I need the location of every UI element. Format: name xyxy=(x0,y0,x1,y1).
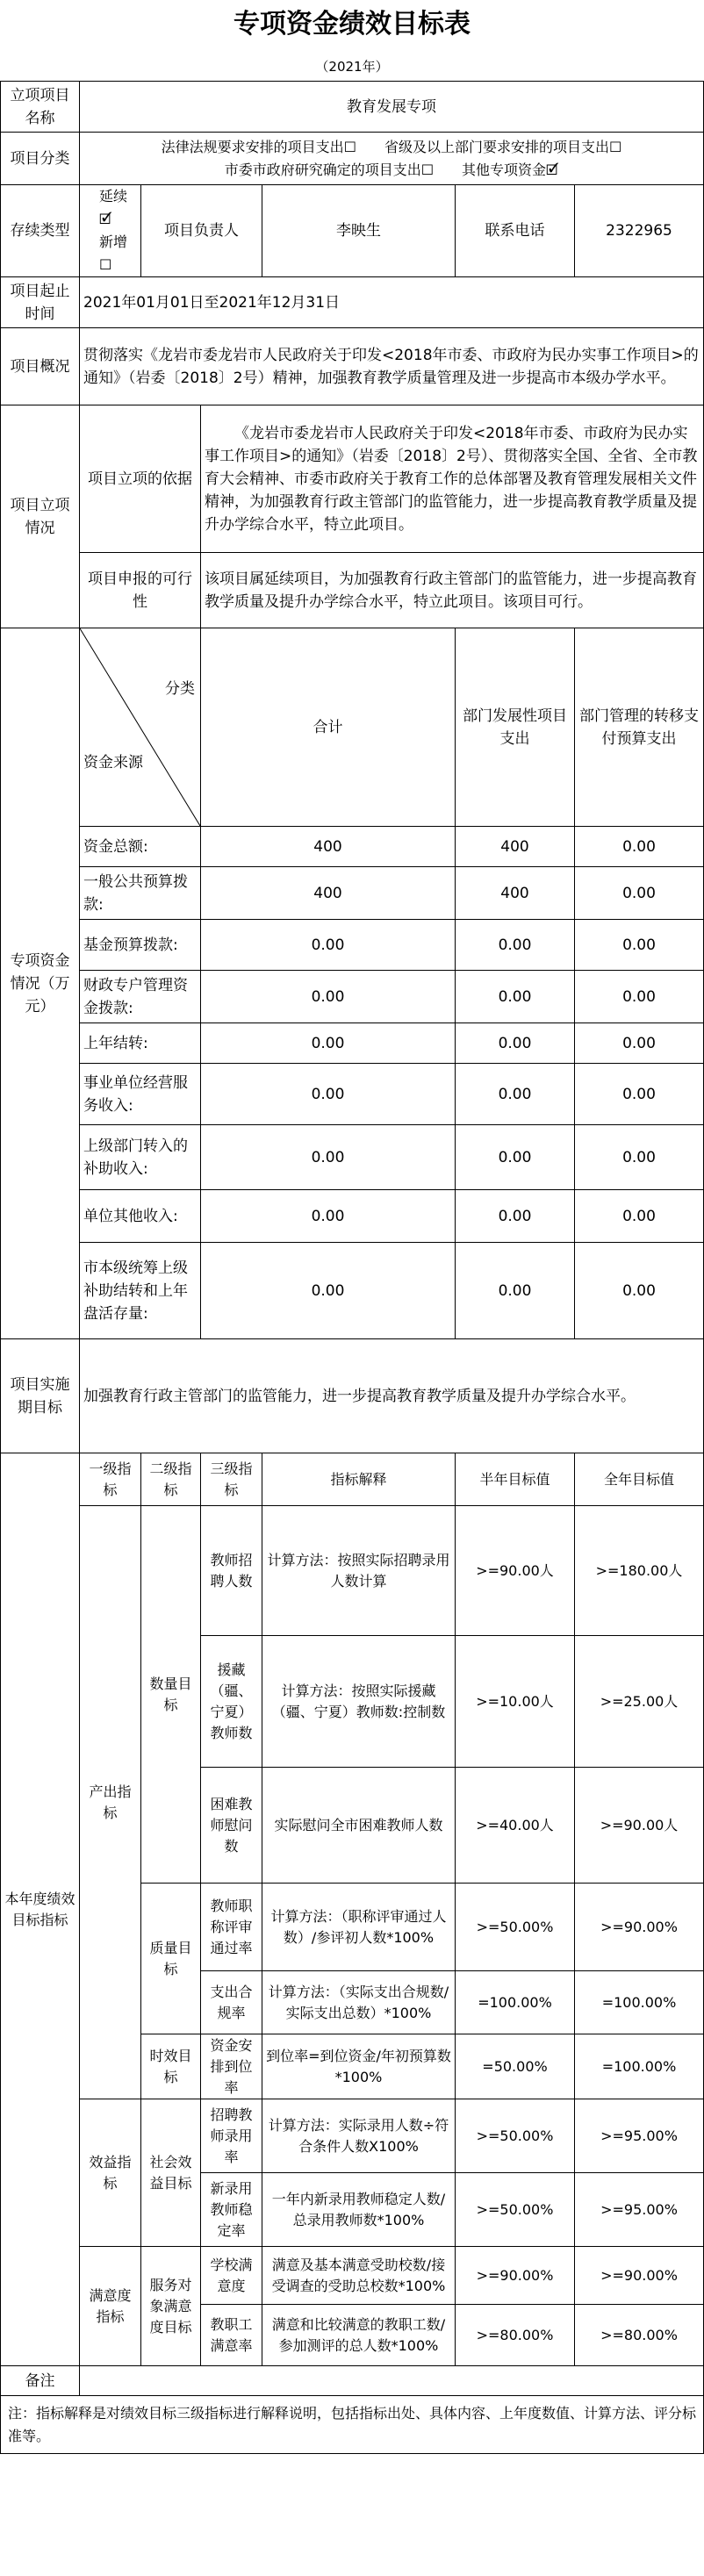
project-name-label: 立项项目名称 xyxy=(1,82,80,133)
indicator-name: 资金安排到位率 xyxy=(201,2034,262,2099)
indicator-desc: 实际慰问全市困难教师人数 xyxy=(262,1768,456,1884)
fund-row-transfer: 0.00 xyxy=(575,1125,704,1190)
overview-label: 项目概况 xyxy=(1,328,80,405)
basis-value: 《龙岩市委龙岩市人民政府关于印发<2018年市委、市政府为民办实事工作项目>的通知》（岩委〔2018〕2号）、贯彻落实全国、全省、全市教育大会精神、市委市政府关于教育工作的总体部署及教育管理发展相关文件精神，为加强教育行政主管部门的监管能力，进一步提高教育教学质量及提升办学综合水平，特立此项目。 xyxy=(201,405,704,553)
category-label: 项目分类 xyxy=(1,133,80,185)
indicator-name: 困难教师慰问数 xyxy=(201,1768,262,1884)
fund-row-dept: 0.00 xyxy=(456,1023,575,1064)
indicator-half: >=50.00% xyxy=(456,1884,575,1971)
fund-row-name: 财政专户管理资金拨款: xyxy=(80,971,201,1023)
indicator-desc: 计算方法：按照实际招聘录用人数计算 xyxy=(262,1506,456,1636)
indicator-half: >=50.00% xyxy=(456,2099,575,2173)
type-options xyxy=(80,185,141,277)
indicator-half: >=40.00人 xyxy=(456,1768,575,1884)
fund-row-transfer: 0.00 xyxy=(575,920,704,971)
period-label: 项目起止时间 xyxy=(1,277,80,328)
fund-row-dept: 0.00 xyxy=(456,1190,575,1243)
level1-benefit: 效益指标 xyxy=(80,2099,141,2247)
fund-row-name: 市本级统筹上级补助结转和上年盘活存量: xyxy=(80,1243,201,1339)
fund-row-transfer: 0.00 xyxy=(575,867,704,920)
project-name-value: 教育发展专项 xyxy=(80,82,704,133)
fund-row-dept: 0.00 xyxy=(456,1125,575,1190)
goal-value: 加强教育行政主管部门的监管能力，进一步提高教育教学质量及提升办学综合水平。 xyxy=(80,1339,704,1453)
feasibility-label: 项目申报的可行性 xyxy=(80,553,201,628)
indicator-full: >=95.00% xyxy=(575,2173,704,2247)
level2-social: 社会效益目标 xyxy=(141,2099,201,2247)
indicator-full: >=25.00人 xyxy=(575,1636,704,1768)
funds-label: 专项资金情况（万元） xyxy=(1,628,80,1339)
indicator-half: =100.00% xyxy=(456,1971,575,2034)
indicator-desc: 到位率=到位资金/年初预算数*100% xyxy=(262,2034,456,2099)
indicator-full: >=90.00% xyxy=(575,1884,704,1971)
indicator-full: =100.00% xyxy=(575,2034,704,2099)
fund-row-name: 单位其他收入: xyxy=(80,1190,201,1243)
overview-value: 贯彻落实《龙岩市委龙岩市人民政府关于印发<2018年市委、市政府为民办实事工作项目>的通知》（岩委〔2018〕2号）精神，加强教育教学质量管理及进一步提高市本级办学水平。 xyxy=(80,328,704,405)
indicator-name: 招聘教师录用率 xyxy=(201,2099,262,2173)
fund-row-transfer: 0.00 xyxy=(575,827,704,867)
indicator-name: 援藏（疆、宁夏）教师数 xyxy=(201,1636,262,1768)
fund-row-total: 0.00 xyxy=(201,1243,456,1339)
fund-row-name: 资金总额: xyxy=(80,827,201,867)
funds-diagonal-cell xyxy=(80,628,201,827)
indicator-name: 支出合规率 xyxy=(201,1971,262,2034)
footnote: 注：指标解释是对绩效目标三级指标进行解释说明，包括指标出处、具体内容、上年度数值、计算方法、评分标准等。 xyxy=(1,2396,704,2454)
indicator-name: 教师招聘人数 xyxy=(201,1506,262,1636)
indicator-desc: 一年内新录用教师稳定人数/总录用教师数*100% xyxy=(262,2173,456,2247)
fund-row-transfer: 0.00 xyxy=(575,1243,704,1339)
indicator-name: 学校满意度 xyxy=(201,2247,262,2305)
indicator-full: >=90.00% xyxy=(575,2247,704,2305)
col-dept: 部门发展性项目支出 xyxy=(456,628,575,827)
indicator-half: =50.00% xyxy=(456,2034,575,2099)
remark-value xyxy=(80,2366,704,2396)
indicator-full: >=180.00人 xyxy=(575,1506,704,1636)
fund-row-name: 事业单位经营服务收入: xyxy=(80,1064,201,1125)
indicator-full: =100.00% xyxy=(575,1971,704,2034)
fund-row-dept: 0.00 xyxy=(456,1243,575,1339)
indicator-half: >=10.00人 xyxy=(456,1636,575,1768)
indicator-full: >=95.00% xyxy=(575,2099,704,2173)
fund-row-total: 400 xyxy=(201,827,456,867)
performance-table xyxy=(0,81,704,2454)
level2-quantity: 数量目标 xyxy=(141,1506,201,1884)
fund-row-total: 0.00 xyxy=(201,971,456,1023)
indicator-half: >=90.00% xyxy=(456,2247,575,2305)
fund-row-total: 0.00 xyxy=(201,1190,456,1243)
indicator-desc: 满意和比较满意的教职工数/参加测评的总人数*100% xyxy=(262,2305,456,2366)
indicator-desc: 计算方法：按照实际援藏（疆、宁夏）教师数:控制数 xyxy=(262,1636,456,1768)
diagonal-line xyxy=(80,628,200,826)
year-label: （2021年） xyxy=(315,59,389,75)
indicator-desc: 满意及基本满意受助校数/接受调查的受助总校数*100% xyxy=(262,2247,456,2305)
fund-row-dept: 400 xyxy=(456,867,575,920)
level2-service: 服务对象满意度目标 xyxy=(141,2247,201,2366)
indicator-desc: 计算方法：实际录用人数÷符合条件人数X100% xyxy=(262,2099,456,2173)
indicator-half: >=50.00% xyxy=(456,2173,575,2247)
category-line-2: 市委市政府研究确定的项目支出☐ 其他专项资金🗹 xyxy=(224,161,559,178)
category-options xyxy=(80,133,704,185)
fund-row-transfer: 0.00 xyxy=(575,971,704,1023)
fund-row-total: 0.00 xyxy=(201,1125,456,1190)
indicator-header-2: 二级指标 xyxy=(141,1453,201,1506)
fund-row-name: 上年结转: xyxy=(80,1023,201,1064)
page-title: 专项资金绩效目标表 xyxy=(233,9,471,39)
indicator-half: >=80.00% xyxy=(456,2305,575,2366)
indicator-header-4: 指标解释 xyxy=(262,1453,456,1506)
indicator-name: 教师职称评审通过率 xyxy=(201,1884,262,1971)
fund-row-transfer: 0.00 xyxy=(575,1023,704,1064)
fund-row-total: 0.00 xyxy=(201,1023,456,1064)
fund-row-dept: 0.00 xyxy=(456,1064,575,1125)
fund-row-total: 0.00 xyxy=(201,920,456,971)
goal-label: 项目实施期目标 xyxy=(1,1339,80,1453)
basis-label: 项目立项的依据 xyxy=(80,405,201,553)
indicator-desc: 计算方法：（职称评审通过人数）/参评初人数*100% xyxy=(262,1884,456,1971)
level1-satisfaction: 满意度指标 xyxy=(80,2247,141,2366)
indicator-header-5: 半年目标值 xyxy=(456,1453,575,1506)
indicator-half: >=90.00人 xyxy=(456,1506,575,1636)
type-continue: 延续 🗹 xyxy=(99,188,128,227)
fund-row-dept: 0.00 xyxy=(456,920,575,971)
col-transfer: 部门管理的转移支付预算支出 xyxy=(575,628,704,827)
diag-top-label: 分类 xyxy=(165,680,195,698)
period-value: 2021年01月01日至2021年12月31日 xyxy=(80,277,704,328)
fund-row-dept: 0.00 xyxy=(456,971,575,1023)
level1-output: 产出指标 xyxy=(80,1506,141,2099)
fund-row-name: 基金预算拨款: xyxy=(80,920,201,971)
category-line-1: 法律法规要求安排的项目支出☐ 省级及以上部门要求安排的项目支出☐ xyxy=(161,138,622,155)
fund-row-transfer: 0.00 xyxy=(575,1064,704,1125)
fund-row-transfer: 0.00 xyxy=(575,1190,704,1243)
type-label: 存续类型 xyxy=(1,185,80,277)
level2-quality: 质量目标 xyxy=(141,1884,201,2034)
indicator-desc: 计算方法：（实际支出合规数/实际支出总数）*100% xyxy=(262,1971,456,2034)
indicator-name: 教职工满意率 xyxy=(201,2305,262,2366)
indicators-label: 本年度绩效目标指标 xyxy=(1,1453,80,2366)
col-total: 合计 xyxy=(201,628,456,827)
indicator-full: >=80.00% xyxy=(575,2305,704,2366)
feasibility-value: 该项目属延续项目，为加强教育行政主管部门的监管能力，进一步提高教育教学质量及提升办学综合水平，特立此项目。该项目可行。 xyxy=(201,553,704,628)
fund-row-dept: 400 xyxy=(456,827,575,867)
indicator-header-3: 三级指标 xyxy=(201,1453,262,1506)
type-new: 新增 ☐ xyxy=(99,233,128,273)
fund-row-name: 一般公共预算拨款: xyxy=(80,867,201,920)
diag-bottom-label: 资金来源 xyxy=(83,754,143,771)
level2-timeliness: 时效目标 xyxy=(141,2034,201,2099)
leader-label: 项目负责人 xyxy=(141,185,262,277)
phone-label: 联系电话 xyxy=(456,185,575,277)
leader-value: 李映生 xyxy=(262,185,456,277)
indicator-header-6: 全年目标值 xyxy=(575,1453,704,1506)
establish-label: 项目立项情况 xyxy=(1,405,80,628)
fund-row-name: 上级部门转入的补助收入: xyxy=(80,1125,201,1190)
indicator-header-1: 一级指标 xyxy=(80,1453,141,1506)
remark-label: 备注 xyxy=(1,2366,80,2396)
fund-row-total: 0.00 xyxy=(201,1064,456,1125)
indicator-full: >=90.00人 xyxy=(575,1768,704,1884)
fund-row-total: 400 xyxy=(201,867,456,920)
phone-value: 2322965 xyxy=(575,185,704,277)
indicator-name: 新录用教师稳定率 xyxy=(201,2173,262,2247)
